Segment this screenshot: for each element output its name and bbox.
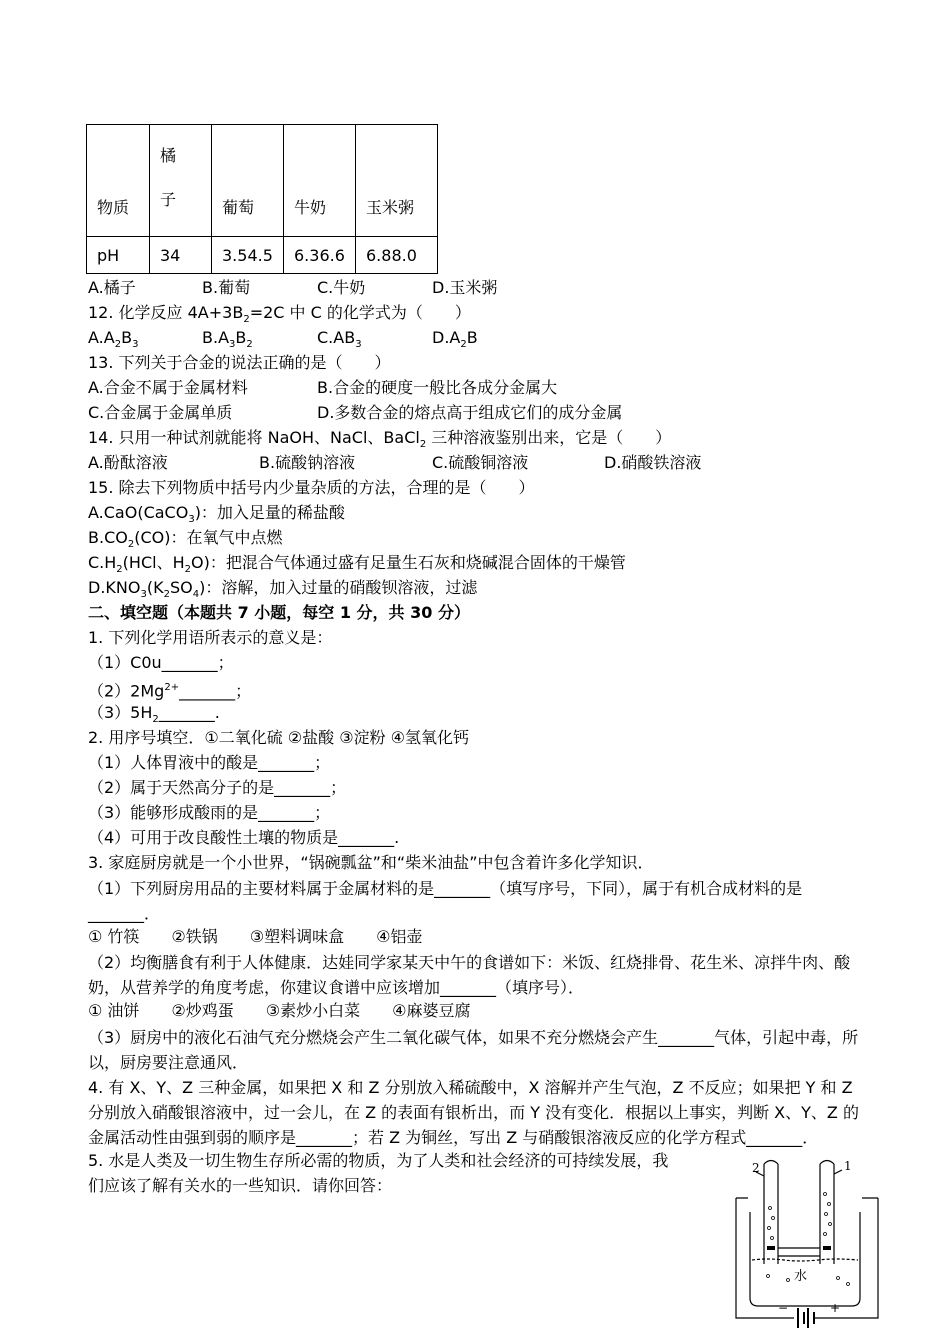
f2-item-2: （2）属于天然高分子的是_______； (88, 778, 347, 797)
header-cell: 葡萄 (222, 197, 255, 217)
q14-option-a: A.酚酞溶液 (88, 453, 168, 472)
q13-stem: 13. 下列关于合金的说法正确的是（ ） (88, 353, 391, 372)
f1-item-2: $(2)2Mg^{2+}\_\_\_\_\_\_\_$； (88, 681, 252, 701)
f5-line-1: 5. 水是人类及一切生物生存所必需的物质，为了人类和社会经济的可持续发展，我 (88, 1151, 669, 1170)
f2-item-4: （4）可用于改良酸性土壤的物质是_______. (88, 828, 400, 847)
right-electrode (823, 1246, 831, 1250)
section-heading: 二、填空题（本题共 7 小题，每空 1 分，共 30 分） (88, 603, 470, 622)
minus-sign: − (778, 1301, 789, 1315)
q11-option-c: C.牛奶 (317, 278, 366, 297)
right-wire (814, 1198, 878, 1318)
q13-option-b: B.合金的硬度一般比各成分金属大 (317, 378, 558, 397)
q12-option-d: $D.A_2B$ (432, 328, 478, 351)
tube-label-left: 2 (752, 1161, 760, 1175)
q15-option-d: $D.KNO_3(K_2SO_4)$：溶解，加入过量的硝酸钡溶液，过滤 (88, 578, 478, 601)
f4-question: 4. 有 X、Y、Z 三种金属，如果把 X 和 Z 分别放入稀硫酸中，X 溶解并产生气泡，Z 不反应；如果把 Y 和 Z 分别放入硝酸银溶液中，过一会儿，在 Z 的表面有银析出，而 Y 没有变化．根据以上事实，判断 X、Y、Z 的金属活动性由强到弱的顺序是_______；若 Z 为铜丝，写出 Z 与硝酸银溶液反应的化学方程式_______． (88, 1078, 859, 1147)
f3-part-3: （3）厨房中的液化石油气充分燃烧会产生二氧化碳气体，如果不充分燃烧会产生_______气体，引起中毒，所以，厨房要注意通风． (88, 1028, 859, 1072)
q13-option-c: C.合金属于金属单质 (88, 403, 233, 422)
table-cell: pH (87, 237, 150, 274)
header-cell-bottom: 子 (160, 189, 177, 209)
f3-part-2: （2）均衡膳食有利于人体健康．达娃同学家某天中午的食谱如下：米饭、红烧排骨、花生米、凉拌牛肉、酸奶，从营养学的角度考虑，你建议食谱中应该增加_______（填序号）． (88, 953, 851, 997)
q14-option-c: C.硫酸铜溶液 (432, 453, 529, 472)
f1-item-1: （1）C0u_______； (88, 653, 234, 672)
q15-option-b: $B.CO_2(CO)$：在氧气中点燃 (88, 528, 283, 551)
electrolysis-apparatus-diagram (728, 1158, 888, 1340)
q14-option-d: D.硝酸铁溶液 (604, 453, 702, 472)
table-cell: 6.88.0 (356, 237, 438, 274)
header-cell: 牛奶 (294, 197, 327, 217)
f3-part-1-options: ① 竹筷 ②铁锅 ③塑料调味盒 ④铝壶 (88, 927, 423, 946)
left-electrode (767, 1246, 775, 1250)
header-cell: 玉米粥 (366, 197, 415, 217)
q14-option-b: B.硫酸钠溶液 (259, 453, 356, 472)
q12-option-a: $A.A_2B_3$ (88, 328, 139, 351)
table-cell: 3.54.5 (212, 237, 284, 274)
q12-option-c: $C.AB_3$ (317, 328, 362, 351)
f2-stem: 2. 用序号填空．①二氧化硫 ②盐酸 ③淀粉 ④氢氧化钙 (88, 728, 469, 747)
ph-table (86, 124, 438, 274)
battery-icon (798, 1308, 814, 1328)
header-cell-top: 橘 (160, 145, 177, 165)
table-row (87, 237, 438, 274)
q13-option-d: D.多数合金的熔点高于组成它们的成分金属 (317, 403, 623, 422)
header-cell: 物质 (97, 197, 130, 217)
gas-bubbles (767, 1193, 850, 1286)
table-cell: 34 (150, 237, 212, 274)
q13-option-a: A.合金不属于金属材料 (88, 378, 248, 397)
q12-stem: 12. 化学反应 $4A+3B_2=2C$ 中 C 的化学式为（ ） (88, 303, 471, 326)
f1-item-3: $(3)5H_2\_\_\_\_\_\_\_$. (88, 703, 220, 726)
f3-part-1: （1）下列厨房用品的主要材料属于金属材料的是_______（填写序号，下同），属于有机合成材料的是_______． (88, 879, 803, 923)
q15-option-a: A.CaO(CaCO$_3$)：加入足量的稀盐酸 (88, 503, 345, 526)
q15-option-c: $C.H_2(HCl$、$H_2O$)：把混合气体通过盛有足量生石灰和烧碱混合固体的干燥管 (88, 553, 626, 576)
f5-line-2: 们应该了解有关水的一些知识．请你回答： (88, 1176, 393, 1195)
table-cell: 6.36.6 (284, 237, 356, 274)
f2-item-3: （3）能够形成酸雨的是_______； (88, 803, 331, 822)
q12-option-b: $B.A_3B_2$ (202, 328, 253, 351)
f1-stem: 1. 下列化学用语所表示的意义是： (88, 628, 333, 647)
q11-option-a: A.橘子 (88, 278, 136, 297)
q15-stem: 15. 除去下列物质中括号内少量杂质的方法，合理的是（ ） (88, 478, 535, 497)
q11-option-b: B.葡萄 (202, 278, 251, 297)
q11-option-d: D.玉米粥 (432, 278, 498, 297)
f3-part-2-options: ① 油饼 ②炒鸡蛋 ③素炒小白菜 ④麻婆豆腐 (88, 1001, 471, 1020)
q14-stem: 14. 只用一种试剂就能将 NaOH、NaCl、BaCl$_2$ 三种溶液鉴别出来，它是（ ） (88, 428, 672, 451)
f3-stem: 3. 家庭厨房就是一个小世界，“锅碗瓢盆”和“柴米油盐”中包含着许多化学知识． (88, 853, 654, 872)
plus-sign: + (830, 1301, 841, 1315)
water-label: 水 (794, 1269, 808, 1284)
tube-label-right: 1 (844, 1159, 852, 1173)
water-surface (752, 1259, 858, 1261)
left-wire (736, 1198, 794, 1318)
table-header-row (87, 125, 438, 237)
f2-item-1: （1）人体胃液中的酸是_______； (88, 753, 331, 772)
